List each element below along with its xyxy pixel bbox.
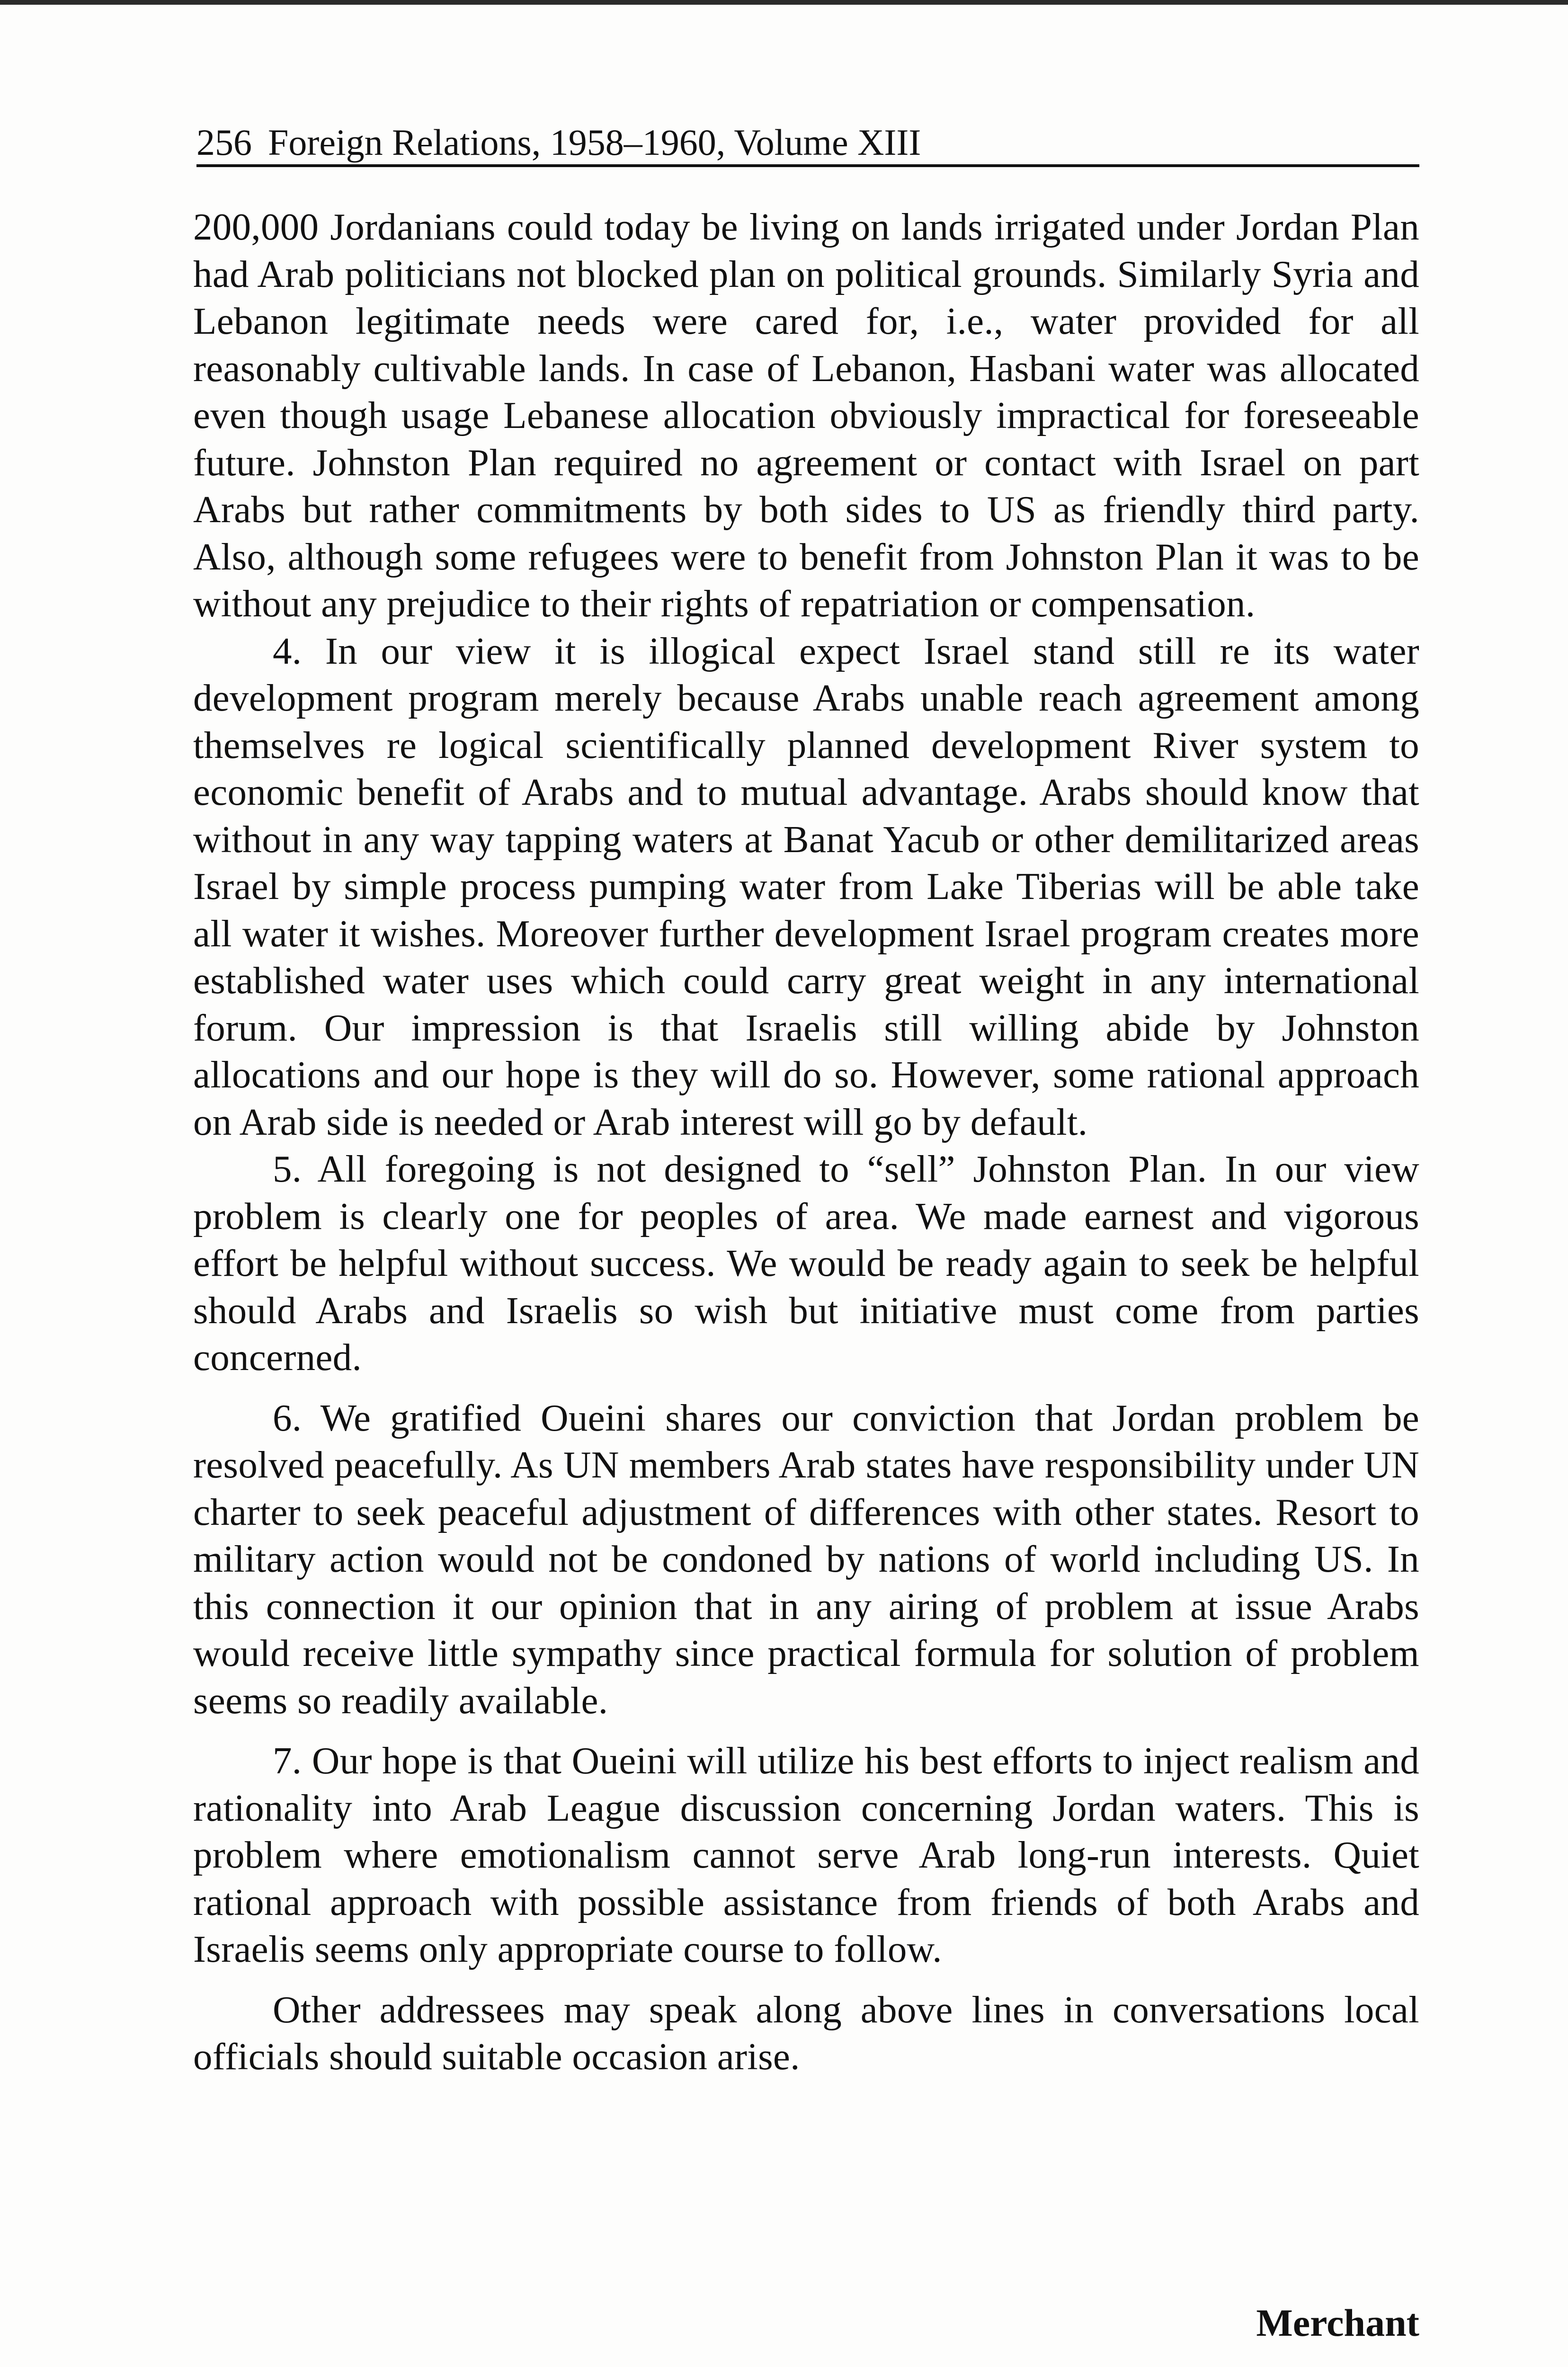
paragraph-closing: Other addressees may speak along above lines in conversations local officials should suitable occasion arise. [193,1988,1419,2078]
paragraph-7: 7. Our hope is that Oueini will utilize his best efforts to inject realism and rationality into Arab League discussion concerning Jordan waters. This is problem where emotionalism cannot serve Arab long-run interests. Quiet rational approach with possible assistance from friends of both Arabs and Israelis seems only appropriate course to follow. [193,1739,1419,1970]
paragraph-6: 6. We gratified Oueini shares our conviction that Jordan problem be resolved peacefully. As UN members Arab states have responsibility under UN charter to seek peaceful adjustment of differences with other states. Resort to military action would not be condoned by nations of world including US. In this connection it our opinion that in any airing of problem at issue Arabs would receive little sympathy since practical formula for solution of problem seems so readily available. [193,1396,1419,1722]
publication-title: Foreign Relations, 1958–1960, Volume XIII [268,122,921,163]
page-number: 256 [196,122,252,163]
paragraph-continued: 200,000 Jordanians could today be living on lands irrigated under Jordan Plan had Arab politicians not blocked plan on political grounds. Similarly Syria and Lebanon legitimate needs were cared for, i.e., water provided for all reasonably cultivable lands. In case of Lebanon, Hasbani water was allocated even though usage Lebanese allocation obviously impractical for foreseeable future. Johnston Plan required no agreement or contact with Israel on part Arabs but rather commitments by both sides to US as friendly third party. Also, although some refugees were to benefit from Johnston Plan it was to be without any prejudice to their rights of repatriation or compensation. [193,205,1419,625]
document-body [193,204,1419,2081]
running-header [196,117,1419,167]
paragraph-4: 4. In our view it is illogical expect Israel stand still re its water development program merely because Arabs unable reach agreement among themselves re logical scientifically planned development River system to economic benefit of Arabs and to mutual advantage. Arabs should know that without in any way tapping waters at Banat Yacub or other demilitarized areas Israel by simple process pumping water from Lake Tiberias will be able take all water it wishes. Moreover further development Israel program creates more established water uses which could carry great weight in any international forum. Our impression is that Israelis still willing abide by Johnston allocations and our hope is they will do so. However, some rational approach on Arab side is needed or Arab interest will go by default. [193,629,1419,1143]
signature: Merchant [1256,2301,1419,2344]
scan-top-edge [0,0,1568,5]
paragraph-5: 5. All foregoing is not designed to “sell” Johnston Plan. In our view problem is clearly one for peoples of area. We made earnest and vigorous effort be helpful without success. We would be ready again to seek be helpful should Arabs and Israelis so wish but initiative must come from parties concerned. [193,1148,1419,1379]
